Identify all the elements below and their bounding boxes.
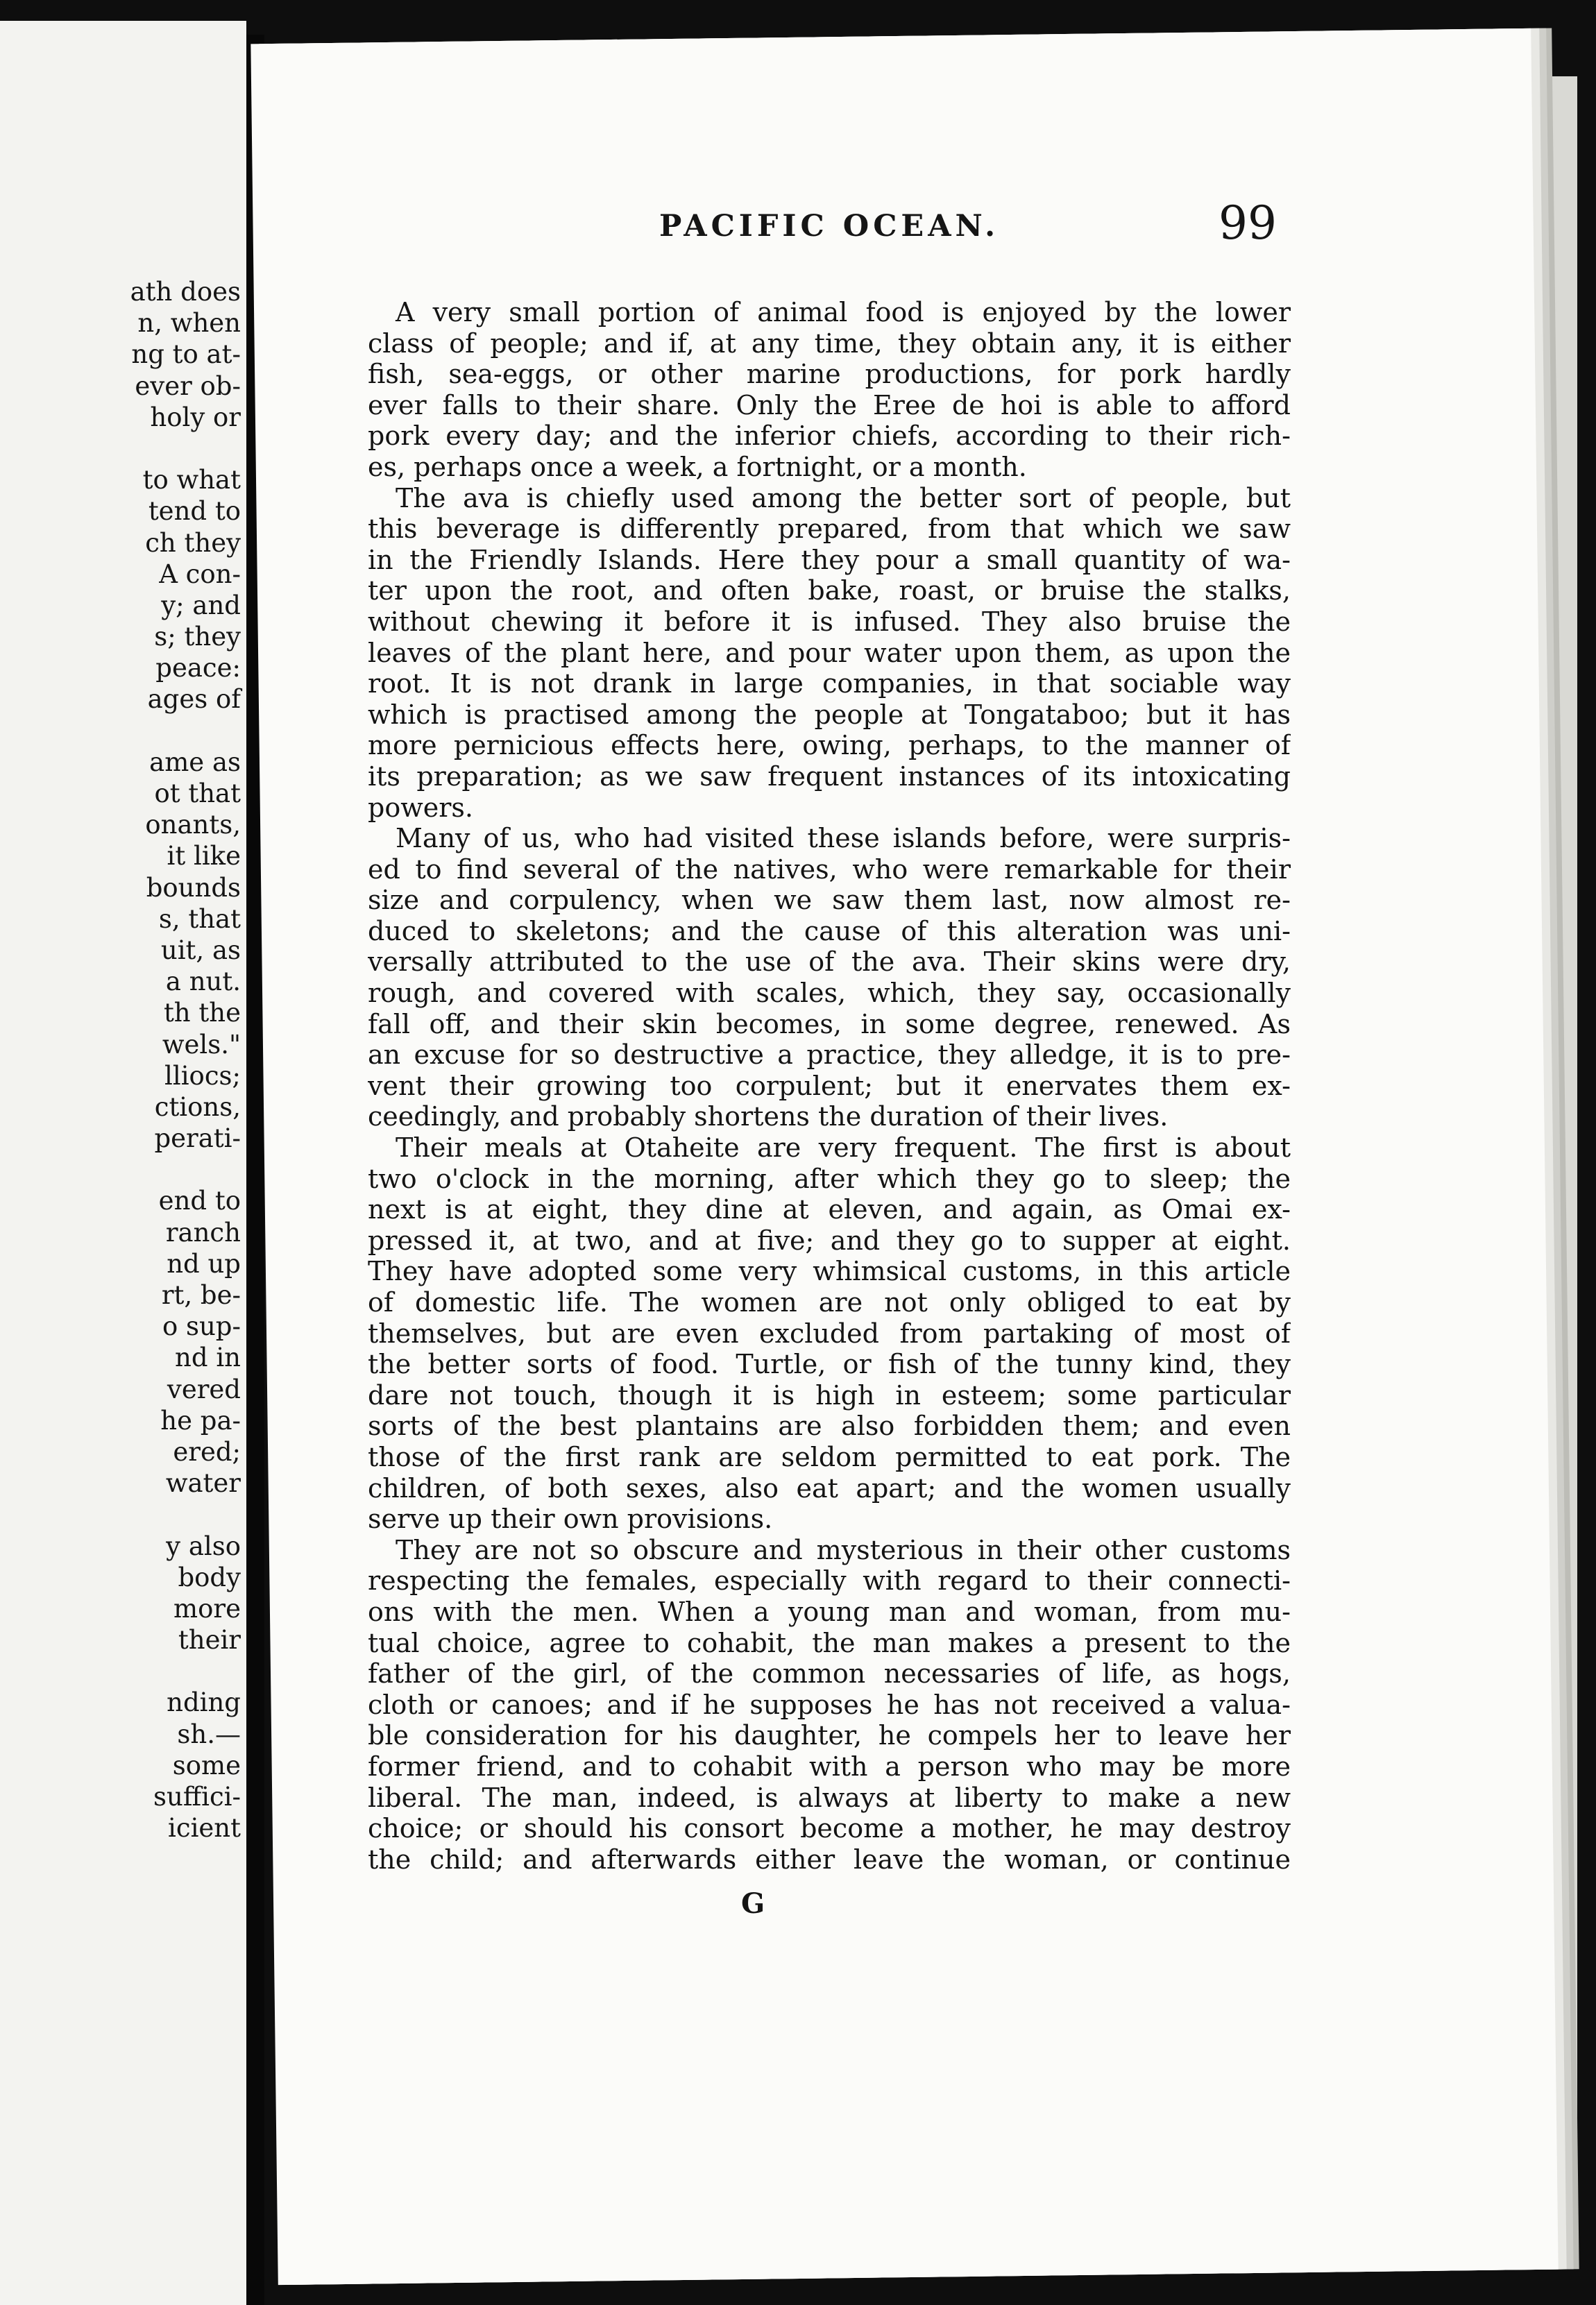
left-page-text xyxy=(19,276,241,1844)
text-line: They have adopted some very whimsical customs, in this article xyxy=(368,1256,1291,1287)
text-line: pork every day; and the inferior chiefs, according to their rich- xyxy=(368,420,1291,452)
left-page-line: ever ob- xyxy=(135,371,241,401)
running-head: PACIFIC OCEAN. xyxy=(659,209,1000,244)
text-line: of domestic life. The women are not only obliged to eat by xyxy=(368,1287,1291,1318)
text-line: versally attributed to the use of the ava. Their skins were dry, xyxy=(368,946,1291,978)
text-line: without chewing it before it is infused. They also bruise the xyxy=(368,606,1291,637)
left-page-line: ath does xyxy=(130,277,241,307)
text-line: choice; or should his consort become a mother, he may destroy xyxy=(368,1813,1291,1844)
text-line: Their meals at Otaheite are very frequent. The first is about xyxy=(396,1132,1291,1164)
text-line: former friend, and to cohabit with a person who may be more xyxy=(368,1751,1291,1782)
left-page-line: sh.— xyxy=(177,1719,241,1749)
left-page-line: peace: xyxy=(155,653,241,683)
left-page-line: y also xyxy=(166,1531,241,1561)
left-page-line: lliocs; xyxy=(164,1060,241,1091)
text-line: dare not touch, though it is high in esteem; some particular xyxy=(368,1379,1291,1411)
text-line: liberal. The man, indeed, is always at liberty to make a new xyxy=(368,1782,1291,1813)
text-line: the better sorts of food. Turtle, or fish of the tunny kind, they xyxy=(368,1349,1291,1380)
text-line: the child; and afterwards either leave the woman, or continue xyxy=(368,1844,1291,1875)
left-page-line: water xyxy=(165,1468,241,1499)
left-page-line xyxy=(19,1656,241,1687)
left-page-line: suffici- xyxy=(153,1782,241,1812)
text-line: pressed it, at two, and at five; and they go to supper at eight. xyxy=(368,1225,1291,1256)
left-page-line xyxy=(19,1154,241,1185)
left-page-line: ages of xyxy=(147,684,241,715)
text-line: ed to find several of the natives, who were remarkable for their xyxy=(368,853,1291,885)
left-page-line: uit, as xyxy=(160,935,241,965)
text-line: respecting the females, especially with regard to their connecti- xyxy=(368,1565,1291,1597)
left-page-line: y; and xyxy=(161,590,241,620)
text-line: rough, and covered with scales, which, they say, occasionally xyxy=(368,978,1291,1009)
left-page-line: it like xyxy=(167,841,241,871)
text-line: more pernicious effects here, owing, perhaps, to the manner of xyxy=(368,730,1291,761)
left-page-line: a nut. xyxy=(165,967,241,997)
text-line: this beverage is differently prepared, from that which we saw xyxy=(368,513,1291,545)
text-line: in the Friendly Islands. Here they pour a small quantity of wa- xyxy=(368,544,1291,575)
text-line: ter upon the root, and often bake, roast, or bruise the stalks, xyxy=(368,575,1291,606)
text-line: next is at eight, they dine at eleven, and again, as Omai ex- xyxy=(368,1194,1291,1225)
left-page-line: A con- xyxy=(159,559,241,589)
left-page-line: ch they xyxy=(145,527,241,558)
signature-mark: G xyxy=(741,1887,765,1920)
text-line: class of people; and if, at any time, they obtain any, it is either xyxy=(368,328,1291,359)
left-page-line: tend to xyxy=(148,496,241,527)
text-line: cloth or canoes; and if he supposes he has not received a valua- xyxy=(368,1689,1291,1720)
left-page-line: ranch xyxy=(165,1217,241,1248)
left-page-line: s; they xyxy=(154,622,241,652)
left-page-line: nd up xyxy=(167,1248,241,1279)
left-page-line: some xyxy=(172,1750,241,1780)
text-line: children, of both sexes, also eat apart; and the women usually xyxy=(368,1472,1291,1504)
left-page-line: end to xyxy=(158,1186,241,1216)
text-line: Many of us, who had visited these islands before, were surpris- xyxy=(396,823,1291,854)
left-page-line: onants, xyxy=(145,810,241,840)
left-page-line: ctions, xyxy=(154,1091,241,1122)
left-page xyxy=(0,21,246,2305)
left-page-line: s, that xyxy=(158,903,241,934)
text-line: vent their growing too corpulent; but it enervates them ex- xyxy=(368,1070,1291,1101)
left-page-line: vered xyxy=(167,1374,241,1404)
text-line: A very small portion of animal food is enjoyed by the lower xyxy=(396,297,1291,328)
left-page-line: to what xyxy=(142,465,241,495)
left-page-line xyxy=(19,1499,241,1530)
text-line: ceedingly, and probably shortens the duration of their lives. xyxy=(368,1101,1169,1132)
text-line: sorts of the best plantains are also forbidden them; and even xyxy=(368,1411,1291,1442)
text-line: serve up their own provisions. xyxy=(368,1504,773,1535)
text-line: ble consideration for his daughter, he compels her to leave her xyxy=(368,1720,1291,1751)
left-page-line xyxy=(19,433,241,464)
text-line: those of the first rank are seldom permitted to eat pork. The xyxy=(368,1441,1291,1472)
left-page-line: wels." xyxy=(162,1029,241,1060)
left-page-line: n, when xyxy=(137,308,241,339)
left-page-line: rt, be- xyxy=(161,1280,241,1310)
left-page-line: he pa- xyxy=(160,1405,241,1436)
text-line: size and corpulency, when we saw them last, now almost re- xyxy=(368,885,1291,916)
left-page-line: ered; xyxy=(173,1436,241,1467)
left-page-line: more xyxy=(173,1593,241,1624)
body-text xyxy=(368,297,1291,1875)
text-line: two o'clock in the morning, after which they go to sleep; the xyxy=(368,1163,1291,1194)
text-line: fish, sea-eggs, or other marine productions, for pork hardly xyxy=(368,359,1291,390)
left-page-line: bounds xyxy=(146,872,241,903)
left-page-line: ame as xyxy=(149,747,241,777)
page-number: 99 xyxy=(1219,196,1277,250)
text-line: ever falls to their share. Only the Eree de hoi is able to afford xyxy=(368,389,1291,420)
left-page-line: holy or xyxy=(150,402,241,432)
text-line: They are not so obscure and mysterious in their other customs xyxy=(396,1534,1291,1565)
text-line: powers. xyxy=(368,792,473,823)
text-line: ons with the men. When a young man and woman, from mu- xyxy=(368,1596,1291,1627)
left-page-line: ng to at- xyxy=(131,339,241,370)
left-page-line: nding xyxy=(167,1687,241,1718)
page-header xyxy=(409,196,1277,266)
text-line: leaves of the plant here, and pour water upon them, as upon the xyxy=(368,637,1291,668)
left-page-line: perati- xyxy=(154,1123,241,1154)
text-line: its preparation; as we saw frequent instances of its intoxicating xyxy=(368,760,1291,792)
text-line: es, perhaps once a week, a fortnight, or a month. xyxy=(368,451,1027,482)
left-page-line: body xyxy=(178,1562,241,1592)
text-line: an excuse for so destructive a practice, they alledge, it is to pre- xyxy=(368,1039,1291,1071)
left-page-line xyxy=(19,715,241,747)
left-page-line: o sup- xyxy=(162,1311,241,1342)
text-line: The ava is chiefly used among the better sort of people, but xyxy=(396,482,1291,513)
text-line: root. It is not drank in large companies, in that sociable way xyxy=(368,668,1291,699)
text-line: tual choice, agree to cohabit, the man makes a present to the xyxy=(368,1627,1291,1658)
left-page-line: th the xyxy=(163,998,241,1028)
left-page-line: icient xyxy=(168,1813,241,1844)
text-line: themselves, but are even excluded from partaking of most of xyxy=(368,1318,1291,1349)
left-page-line: ot that xyxy=(154,779,241,808)
left-page-line: their xyxy=(178,1625,241,1656)
text-line: which is practised among the people at Tongataboo; but it has xyxy=(368,699,1291,730)
text-line: father of the girl, of the common necessaries of life, as hogs, xyxy=(368,1658,1291,1690)
left-page-line: nd in xyxy=(175,1343,241,1373)
text-line: fall off, and their skin becomes, in some degree, renewed. As xyxy=(368,1008,1291,1039)
text-line: duced to skeletons; and the cause of this alteration was uni- xyxy=(368,915,1291,946)
